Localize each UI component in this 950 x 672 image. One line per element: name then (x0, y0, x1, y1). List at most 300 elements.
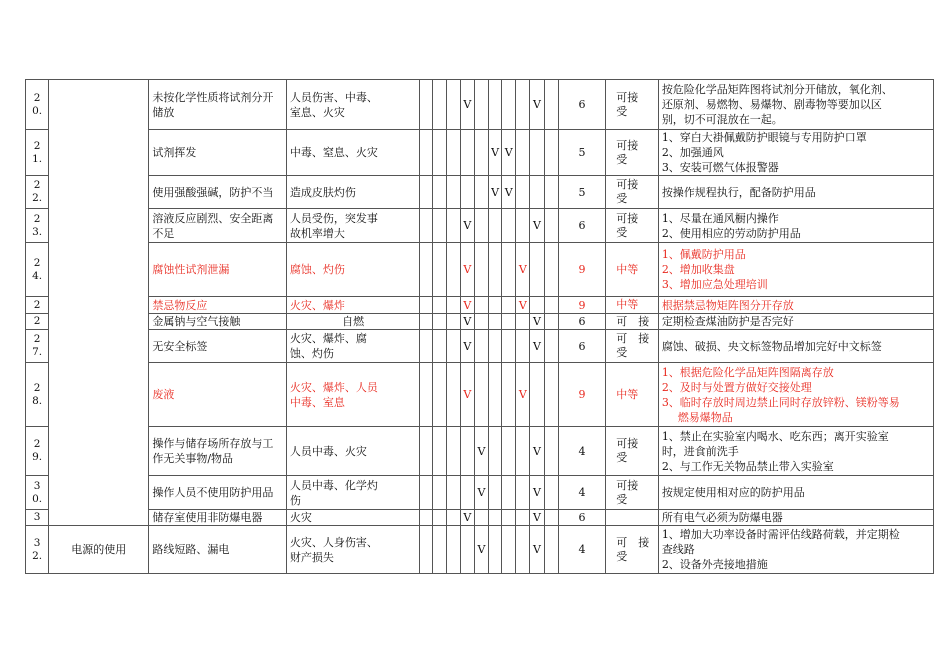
no-line: 2 (33, 212, 41, 225)
assessment-mark (420, 330, 433, 363)
check-mark: V (518, 263, 527, 276)
assessment-mark (530, 363, 544, 427)
assessment-mark (420, 476, 433, 510)
assessment-mark (474, 330, 488, 363)
assessment-mark (516, 330, 530, 363)
assessment-mark (530, 209, 544, 243)
risk-level (606, 476, 659, 510)
measure-line: 燃易爆物品 (677, 410, 733, 424)
assessment-mark (420, 176, 433, 209)
check-mark: V (533, 486, 541, 499)
assessment-mark (446, 80, 460, 130)
table-row (26, 297, 934, 314)
assessment-mark (489, 363, 502, 427)
assessment-mark (530, 330, 544, 363)
hazard-line: 人员伤害、中毒、 (289, 90, 378, 104)
row-number (26, 363, 49, 427)
hazard-consequence (286, 243, 419, 297)
hazard-consequence (286, 209, 419, 243)
assessment-mark (460, 363, 474, 427)
table-row (26, 510, 934, 526)
hazard-line: 故机率增大 (289, 226, 345, 240)
hazard-source-text: 未按化学性质将试剂分开储放 (152, 90, 274, 119)
level-line: 可接 (616, 138, 639, 152)
assessment-mark (544, 80, 558, 130)
hazard-source-text: 储存室使用非防爆电器 (152, 511, 263, 524)
assessment-mark (420, 526, 433, 574)
no-line: 2 (33, 315, 41, 327)
assessment-mark (502, 330, 516, 363)
hazard-line: 火灾、爆炸、人员 (289, 380, 378, 394)
assessment-mark (489, 427, 502, 476)
assessment-mark (516, 209, 530, 243)
assessment-mark (474, 526, 488, 574)
assessment-mark (420, 130, 433, 176)
control-measures (658, 176, 933, 209)
no-line: 0. (32, 492, 43, 505)
check-mark: V (533, 511, 541, 524)
risk-score (558, 314, 606, 330)
risk-score (558, 330, 606, 363)
assessment-mark (460, 209, 474, 243)
hazard-line: 腐蚀、灼伤 (289, 263, 345, 276)
assessment-mark (502, 130, 516, 176)
assessment-mark (544, 314, 558, 330)
risk-score-value: 4 (578, 486, 586, 499)
check-mark: V (518, 298, 527, 312)
no-line: 2 (33, 298, 41, 311)
assessment-mark (446, 330, 460, 363)
level-line: 受 (616, 104, 628, 118)
assessment-mark (516, 314, 530, 330)
assessment-mark (544, 330, 558, 363)
assessment-mark (433, 243, 446, 297)
hazard-source-text: 溶液反应剧烈、安全距离不足 (152, 211, 274, 240)
hazard-line: 室息、火灾 (289, 105, 345, 119)
risk-score (558, 510, 606, 526)
risk-score (558, 526, 606, 574)
measure-line: 2、增加收集盘 (661, 263, 735, 276)
check-mark: V (504, 146, 513, 159)
assessment-mark (530, 80, 544, 130)
no-line: 4. (32, 269, 43, 282)
assessment-mark (474, 476, 488, 510)
level-line: 可接 (616, 478, 639, 492)
hazard-consequence (286, 297, 419, 314)
assessment-mark (433, 363, 446, 427)
risk-score-value: 4 (578, 444, 586, 458)
assessment-mark (474, 209, 488, 243)
hazard-line: 人员中毒、化学灼 (289, 478, 378, 492)
measure-line: 2、与工作无关物品禁止带入实验室 (661, 459, 834, 473)
assessment-mark (516, 176, 530, 209)
risk-level (606, 314, 659, 330)
assessment-mark (460, 176, 474, 209)
assessment-mark (489, 526, 502, 574)
risk-score (558, 297, 606, 314)
risk-score-value: 6 (578, 98, 586, 111)
assessment-mark (433, 297, 446, 314)
check-mark: V (463, 263, 472, 276)
hazard-source-text: 使用强酸强碱，防护不当 (152, 185, 274, 199)
risk-score-value: 6 (578, 511, 586, 524)
check-mark: V (491, 185, 500, 199)
hazard-source-text: 废液 (152, 388, 175, 401)
check-mark: V (463, 511, 472, 524)
risk-level (606, 363, 659, 427)
assessment-mark (502, 427, 516, 476)
no-line: 3 (33, 511, 41, 523)
check-mark: V (504, 185, 513, 199)
no-line: 0. (32, 104, 43, 117)
assessment-mark (433, 80, 446, 130)
row-number (26, 243, 49, 297)
risk-score (558, 80, 606, 130)
assessment-mark (544, 427, 558, 476)
measure-line: 1、禁止在实验室内喝水、吃东西；离开实验室 (661, 429, 889, 443)
measure-line: 2、使用相应的劳动防护用品 (661, 226, 801, 240)
assessment-mark (530, 510, 544, 526)
row-number (26, 209, 49, 243)
no-line: 2 (33, 91, 41, 104)
hazard-line: 人员受伤，突发事 (289, 211, 378, 225)
no-line: 2 (33, 381, 41, 394)
assessment-mark (530, 176, 544, 209)
risk-level (606, 297, 659, 314)
level-line: 可接 (616, 90, 639, 104)
check-mark: V (463, 388, 472, 401)
row-number (26, 297, 49, 314)
level-line: 受 (616, 192, 628, 205)
check-mark: V (533, 98, 541, 111)
measure-line: 2、加强通风 (661, 146, 724, 159)
risk-level (606, 243, 659, 297)
assessment-mark (544, 363, 558, 427)
assessment-mark (516, 243, 530, 297)
hazard-consequence (286, 427, 419, 476)
assessment-mark (530, 130, 544, 176)
hazard-consequence (286, 130, 419, 176)
assessment-mark (502, 476, 516, 510)
assessment-mark (489, 297, 502, 314)
assessment-mark (460, 80, 474, 130)
risk-score-value: 6 (578, 339, 586, 353)
assessment-mark (530, 476, 544, 510)
risk-level (606, 526, 659, 574)
assessment-mark (420, 363, 433, 427)
level-line: 可 接 (616, 535, 650, 549)
hazard-source-text: 禁忌物反应 (152, 298, 208, 312)
no-line: 2 (33, 333, 41, 345)
assessment-mark (502, 526, 516, 574)
measure-line: 1、尽量在通风橱内操作 (661, 211, 779, 225)
assessment-mark (489, 476, 502, 510)
hazard-source (149, 526, 287, 574)
check-mark: V (477, 543, 486, 556)
assessment-mark (446, 427, 460, 476)
hazard-line: 伤 (289, 493, 301, 507)
check-mark: V (463, 298, 472, 312)
table-row (26, 176, 934, 209)
risk-score (558, 176, 606, 209)
check-mark: V (463, 98, 472, 111)
assessment-mark (544, 243, 558, 297)
hazard-line: 自燃 (342, 315, 365, 328)
assessment-mark (544, 526, 558, 574)
control-measures (658, 427, 933, 476)
measure-line: 1、根据危险化学品矩阵图隔离存放 (661, 365, 834, 379)
no-line: 3 (33, 479, 41, 492)
hazard-consequence (286, 314, 419, 330)
hazard-line: 中毒、室息 (289, 395, 345, 409)
assessment-mark (502, 243, 516, 297)
assessment-mark (446, 476, 460, 510)
assessment-mark (433, 427, 446, 476)
assessment-mark (474, 510, 488, 526)
assessment-mark (433, 526, 446, 574)
risk-score-value: 9 (578, 298, 586, 312)
assessment-mark (516, 363, 530, 427)
risk-score-value: 9 (578, 388, 586, 401)
hazard-line: 蚀、灼伤 (289, 347, 334, 360)
table-row (26, 330, 934, 363)
assessment-mark (433, 476, 446, 510)
check-mark: V (533, 219, 541, 232)
assessment-mark (530, 243, 544, 297)
assessment-mark (502, 510, 516, 526)
risk-level (606, 427, 659, 476)
hazard-consequence (286, 176, 419, 209)
measure-line: 查线路 (661, 543, 695, 556)
hazard-line: 造成皮肤灼伤 (289, 185, 356, 199)
risk-level (606, 330, 659, 363)
hazard-source (149, 176, 287, 209)
hazard-source (149, 130, 287, 176)
level-line: 受 (616, 152, 628, 166)
check-mark: V (533, 543, 541, 556)
level-line: 中等 (616, 298, 639, 311)
hazard-source (149, 80, 287, 130)
measure-line: 3、临时存放时周边禁止同时存放锌粉、镁粉等易 (661, 395, 900, 409)
no-line: 3 (33, 536, 41, 549)
hazard-source-text: 试剂挥发 (152, 146, 197, 159)
assessment-mark (544, 176, 558, 209)
table-row (26, 314, 934, 330)
hazard-source (149, 243, 287, 297)
assessment-mark (489, 314, 502, 330)
no-line: 2. (32, 192, 43, 204)
assessment-mark (460, 526, 474, 574)
assessment-mark (516, 526, 530, 574)
risk-level (606, 130, 659, 176)
assessment-mark (420, 297, 433, 314)
hazard-source-text: 路线短路、漏电 (152, 543, 230, 556)
control-measures (658, 363, 933, 427)
risk-score-value: 9 (578, 263, 586, 276)
row-number (26, 427, 49, 476)
row-number (26, 476, 49, 510)
control-measures (658, 330, 933, 363)
assessment-mark (516, 476, 530, 510)
check-mark: V (533, 315, 541, 328)
hazard-source (149, 427, 287, 476)
no-line: 7. (32, 346, 43, 358)
control-measures (658, 80, 933, 130)
hazard-consequence (286, 476, 419, 510)
row-number (26, 510, 49, 526)
hazard-source (149, 330, 287, 363)
risk-assessment-table (25, 79, 934, 574)
measure-line: 还原剂、易燃物、易爆物、剧毒物等要加以区 (661, 98, 882, 111)
assessment-mark (502, 363, 516, 427)
assessment-mark (433, 130, 446, 176)
measure-line: 3、增加应急处理培训 (661, 278, 768, 291)
control-measures (658, 314, 933, 330)
assessment-mark (446, 176, 460, 209)
measure-line: 时，进食前洗手 (661, 444, 739, 458)
hazard-line: 中毒、窒息、火灾 (289, 146, 378, 159)
assessment-mark (502, 297, 516, 314)
control-measures (658, 476, 933, 510)
assessment-mark (446, 510, 460, 526)
risk-score (558, 476, 606, 510)
hazard-consequence (286, 510, 419, 526)
assessment-mark (489, 510, 502, 526)
measure-line: 根据禁忌物矩阵图分开存放 (661, 298, 794, 312)
level-line: 可 接 (616, 314, 650, 328)
check-mark: V (477, 444, 486, 458)
assessment-mark (420, 243, 433, 297)
hazard-source-text: 操作人员不使用防护用品 (152, 486, 274, 499)
hazard-line: 火灾 (289, 511, 312, 524)
measure-line: 3、安装可燃气体报警器 (661, 161, 779, 174)
hazard-consequence (286, 526, 419, 574)
measure-line: 1、佩戴防护用品 (661, 248, 746, 261)
hazard-source-text: 无安全标签 (152, 339, 208, 353)
assessment-mark (460, 243, 474, 297)
assessment-mark (516, 297, 530, 314)
assessment-mark (460, 297, 474, 314)
risk-level (606, 209, 659, 243)
hazard-source (149, 314, 287, 330)
hazard-source (149, 510, 287, 526)
hazard-source (149, 476, 287, 510)
category-cell (49, 80, 149, 526)
assessment-mark (433, 330, 446, 363)
assessment-mark (474, 130, 488, 176)
level-line: 受 (616, 492, 628, 506)
assessment-mark (420, 314, 433, 330)
risk-score (558, 209, 606, 243)
assessment-mark (460, 130, 474, 176)
measure-line: 定期检查煤油防护是否完好 (661, 315, 794, 328)
assessment-mark (446, 209, 460, 243)
risk-score (558, 130, 606, 176)
assessment-mark (544, 130, 558, 176)
table-row (26, 427, 934, 476)
assessment-mark (446, 526, 460, 574)
measure-line: 别，切不可混放在一起。 (661, 113, 783, 126)
assessment-mark (446, 314, 460, 330)
assessment-mark (474, 314, 488, 330)
row-number (26, 330, 49, 363)
measure-line: 1、穿白大褂佩戴防护眼镜与专用防护口罩 (661, 131, 867, 144)
check-mark: V (463, 315, 472, 328)
assessment-mark (544, 476, 558, 510)
level-line: 可接 (616, 211, 639, 225)
assessment-mark (516, 130, 530, 176)
hazard-source-text: 金属钠与空气接触 (152, 315, 241, 328)
assessment-mark (420, 209, 433, 243)
no-line: 3. (32, 225, 43, 238)
assessment-mark (530, 526, 544, 574)
assessment-mark (489, 80, 502, 130)
risk-score (558, 363, 606, 427)
assessment-mark (460, 427, 474, 476)
measure-line: 1、增加大功率设备时需评估线路荷载，并定期检 (661, 528, 900, 541)
measure-line: 按危险化学品矩阵图将试剂分开储放，氧化剂、 (661, 83, 893, 96)
no-line: 9. (32, 451, 43, 463)
assessment-mark (460, 314, 474, 330)
assessment-mark (433, 314, 446, 330)
level-line: 受 (616, 549, 628, 563)
hazard-line: 人员中毒、火灾 (289, 444, 367, 458)
risk-score (558, 427, 606, 476)
control-measures (658, 243, 933, 297)
assessment-mark (474, 176, 488, 209)
assessment-mark (420, 510, 433, 526)
assessment-mark (474, 427, 488, 476)
category-text: 电源的使用 (71, 543, 127, 556)
measure-line: 2、设备外壳接地措施 (661, 558, 768, 571)
risk-score-value: 5 (578, 185, 586, 199)
assessment-mark (433, 176, 446, 209)
row-number (26, 80, 49, 130)
assessment-mark (433, 510, 446, 526)
assessment-mark (433, 209, 446, 243)
risk-level (606, 80, 659, 130)
level-line: 可接 (616, 437, 639, 450)
no-line: 2 (33, 179, 41, 191)
level-line: 中等 (616, 262, 639, 276)
level-line: 受 (616, 225, 628, 239)
assessment-mark (474, 243, 488, 297)
measure-line: 所有电气必须为防爆电器 (661, 511, 783, 524)
assessment-mark (460, 510, 474, 526)
no-line: 2 (33, 438, 41, 450)
table-row (26, 130, 934, 176)
check-mark: V (533, 444, 541, 458)
hazard-line: 火灾、爆炸 (289, 298, 345, 312)
level-line: 受 (616, 451, 628, 464)
table-row (26, 526, 934, 574)
hazard-source-text: 操作与储存场所存放与工作无关事物/物品 (152, 437, 274, 465)
hazard-line: 火灾、爆炸、腐 (289, 332, 367, 345)
assessment-mark (446, 243, 460, 297)
risk-level (606, 176, 659, 209)
no-line: 8. (32, 394, 43, 407)
hazard-source-text: 腐蚀性试剂泄漏 (152, 263, 230, 276)
assessment-mark (420, 427, 433, 476)
check-mark: V (463, 219, 472, 232)
assessment-mark (530, 427, 544, 476)
assessment-mark (530, 297, 544, 314)
check-mark: V (533, 339, 541, 353)
level-line: 受 (616, 346, 628, 359)
no-line: 2. (32, 549, 43, 562)
no-line: 2 (33, 139, 41, 152)
hazard-consequence (286, 80, 419, 130)
